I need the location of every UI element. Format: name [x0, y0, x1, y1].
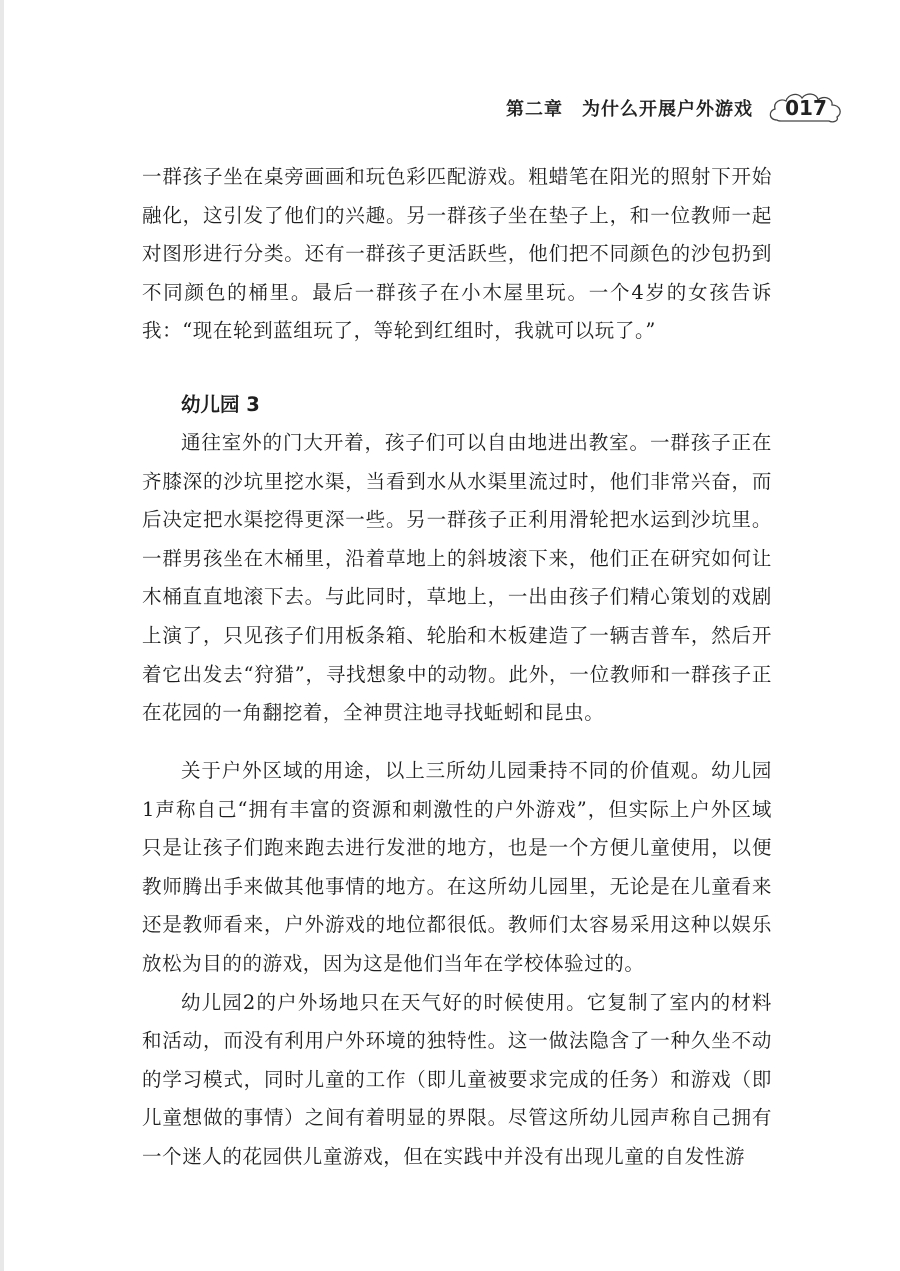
- running-header: [506, 90, 845, 126]
- body-paragraph: 一群孩子坐在桌旁画画和玩色彩匹配游戏。粗蜡笔在阳光的照射下开始融化，这引发了他们的兴趣。另一群孩子坐在垫子上，和一位教师一起对图形进行分类。还有一群孩子更活跃些，他们把不同颜色的沙包扔到不同颜色的桶里。最后一群孩子在小木屋里玩。一个4岁的女孩告诉我：“现在轮到蓝组玩了，等轮到红组时，我就可以玩了。”: [142, 165, 772, 343]
- page-number-cloud: [767, 90, 845, 126]
- section-kindergarten-2-end: [142, 158, 772, 351]
- body-paragraph: 通往室外的门大开着，孩子们可以自由地进出教室。一群孩子正在齐膝深的沙坑里挖水渠，当看到水从水渠里流过时，他们非常兴奋，而后决定把水渠挖得更深一些。另一群孩子正利用滑轮把水运到沙坑里。一群男孩坐在木桶里，沿着草地上的斜坡滚下来，他们正在研究如何让木桶直直地滚下去。与此同时，草地上，一出由孩子们精心策划的戏剧上演了，只见孩子们用板条箱、轮胎和木板建造了一辆吉普车，然后开着它出发去“狩猎”，寻找想象中的动物。此外，一位教师和一群孩子正在花园的一角翻挖着，全神贯注地寻找蚯蚓和昆虫。: [142, 431, 772, 725]
- chapter-title: 第二章 为什么开展户外游戏: [506, 99, 753, 120]
- page-edge-shadow: [0, 0, 4, 1271]
- section-discussion: [142, 752, 772, 1177]
- page-number: 017: [785, 96, 827, 120]
- body-paragraph: 幼儿园2的户外场地只在天气好的时候使用。它复制了室内的材料和活动，而没有利用户外环境的独特性。这一做法隐含了一种久坐不动的学习模式，同时儿童的工作（即儿童被要求完成的任务）和游戏（即儿童想做的事情）之间有着明显的界限。尽管这所幼儿园声称自己拥有一个迷人的花园供儿童游戏，但在实践中并没有出现儿童的自发性游: [142, 990, 772, 1168]
- section-kindergarten-3: [142, 386, 772, 733]
- subheading: 幼儿园 3: [181, 393, 260, 416]
- body-paragraph: 关于户外区域的用途，以上三所幼儿园秉持不同的价值观。幼儿园1声称自己“拥有丰富的资源和刺激性的户外游戏”，但实际上户外区域只是让孩子们跑来跑去进行发泄的地方，也是一个方便儿童使用，以便教师腾出手来做其他事情的地方。在这所幼儿园里，无论是在儿童看来还是教师看来，户外游戏的地位都很低。教师们太容易采用这种以娱乐放松为目的的游戏，因为这是他们当年在学校体验过的。: [142, 759, 772, 975]
